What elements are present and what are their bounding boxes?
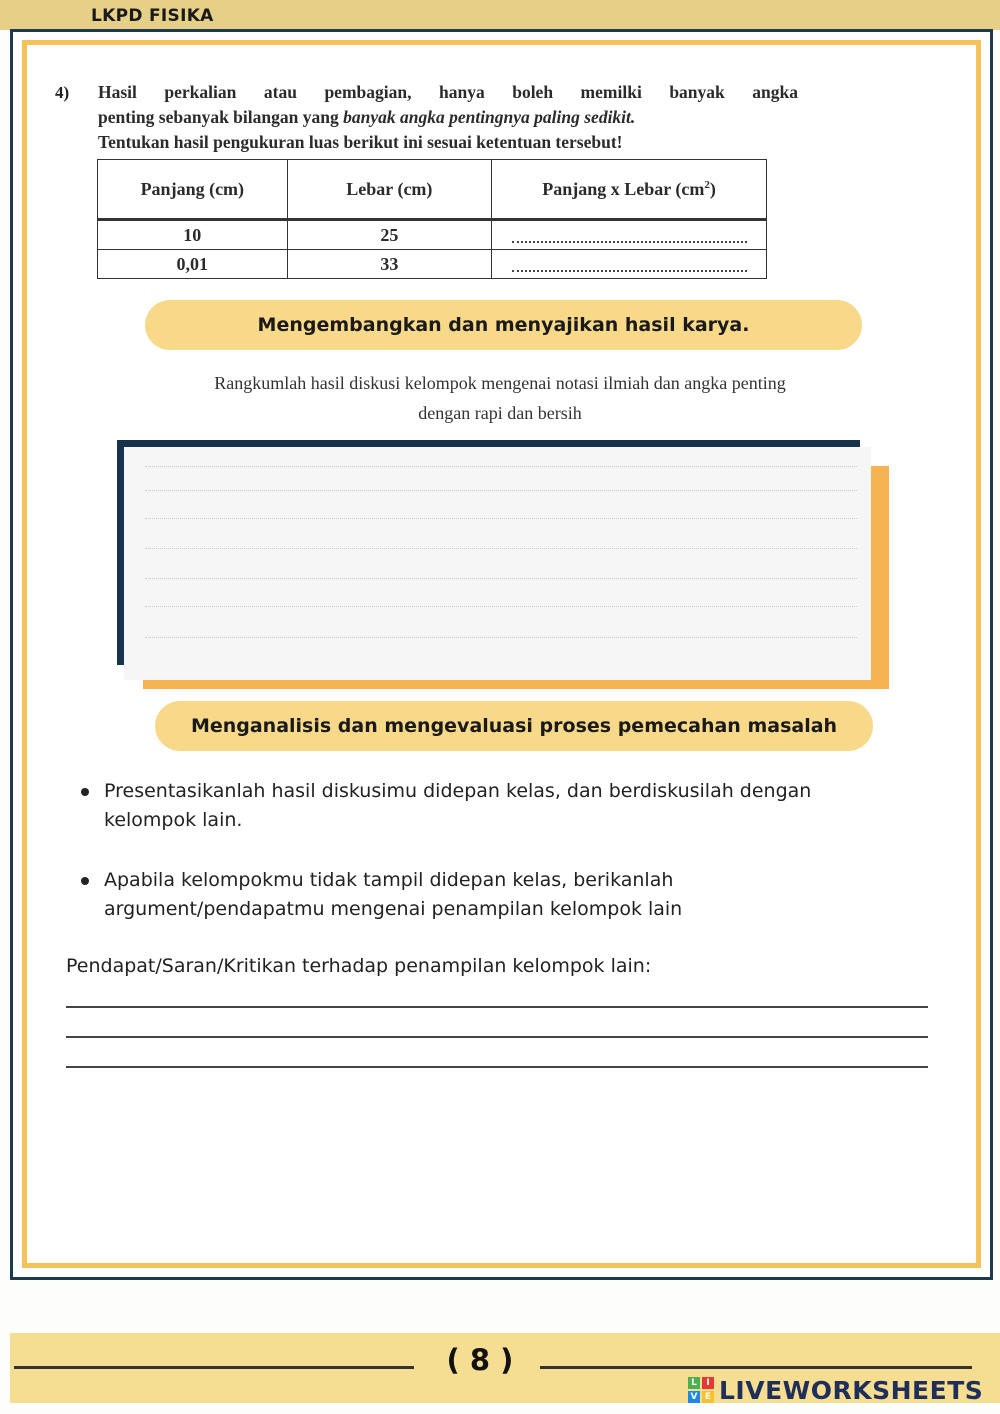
instruction-line-1: Rangkumlah hasil diskusi kelompok mengenai notasi ilmiah dan angka penting: [214, 373, 786, 393]
opinion-answer-line[interactable]: [66, 1036, 928, 1038]
footer-divider-right: [540, 1366, 972, 1369]
row2-answer-blank[interactable]: [492, 250, 767, 279]
notes-answer-box[interactable]: [124, 447, 871, 680]
list-item: Presentasikanlah hasil diskusimu didepan kelas, dan berdiskusilah dengan kelompok lain.: [78, 777, 898, 835]
header-lebar: Lebar (cm): [287, 160, 492, 220]
question-line-3: Tentukan hasil pengukuran luas berikut ini sesuai ketentuan tersebut!: [98, 132, 623, 152]
worksheet-title: LKPD FISIKA: [91, 6, 214, 26]
question-line-1: Hasil perkalian atau pembagian, hanya boleh memilki banyak angka: [98, 82, 798, 102]
liveworksheets-icon: [688, 1377, 714, 1403]
list-item: Apabila kelompokmu tidak tampil didepan kelas, berikanlah argument/pendapatmu mengenai penampilan kelompok lain: [78, 866, 898, 924]
question-number: 4): [55, 83, 70, 102]
instruction-line-2: dengan rapi dan bersih: [418, 403, 582, 423]
logo-square: I: [702, 1377, 714, 1389]
opinion-answer-line[interactable]: [66, 1066, 928, 1068]
question-line-2b: banyak angka pentingnya paling sedikit.: [343, 107, 636, 127]
opinion-label: Pendapat/Saran/Kritikan terhadap penampilan kelompok lain:: [66, 955, 652, 977]
notes-rule: [145, 578, 857, 579]
footer-divider-left: [14, 1366, 414, 1369]
notes-rule: [145, 466, 857, 467]
header-luas: [492, 160, 767, 220]
brand-name: LIVEWORKSHEETS: [719, 1375, 984, 1405]
logo-square: V: [688, 1391, 700, 1403]
header-panjang: Panjang (cm): [98, 160, 288, 220]
row2-panjang: 0,01: [98, 250, 288, 279]
liveworksheets-logo: [688, 1374, 983, 1406]
opinion-answer-line[interactable]: [66, 1006, 928, 1008]
header-luas-label: Panjang x Lebar (cm: [542, 178, 705, 199]
instruction-list: [78, 777, 898, 955]
question-line-2a: penting sebanyak bilangan yang: [98, 107, 344, 127]
section-title-analyze: Menganalisis dan mengevaluasi proses pemecahan masalah: [155, 701, 873, 751]
row1-answer-blank[interactable]: [492, 220, 767, 250]
logo-square: L: [688, 1377, 700, 1389]
logo-square: E: [702, 1391, 714, 1403]
notes-rule: [145, 548, 857, 549]
row1-panjang: 10: [98, 220, 288, 250]
notes-rule: [145, 490, 857, 491]
row2-lebar: 33: [287, 250, 492, 279]
notes-rule: [145, 637, 857, 638]
table-row: [98, 250, 767, 279]
measurement-table: [97, 159, 767, 279]
header-luas-close: ): [709, 178, 716, 199]
notes-rule: [145, 518, 857, 519]
page-number: ( 8 ): [446, 1343, 514, 1377]
summary-instruction: [100, 368, 900, 428]
notes-rule: [145, 606, 857, 607]
section-title-develop: Mengembangkan dan menyajikan hasil karya.: [145, 300, 862, 350]
table-row: [98, 220, 767, 250]
row1-lebar: 25: [287, 220, 492, 250]
header-luas-exponent: 2: [704, 178, 710, 191]
question-text: [98, 80, 798, 155]
